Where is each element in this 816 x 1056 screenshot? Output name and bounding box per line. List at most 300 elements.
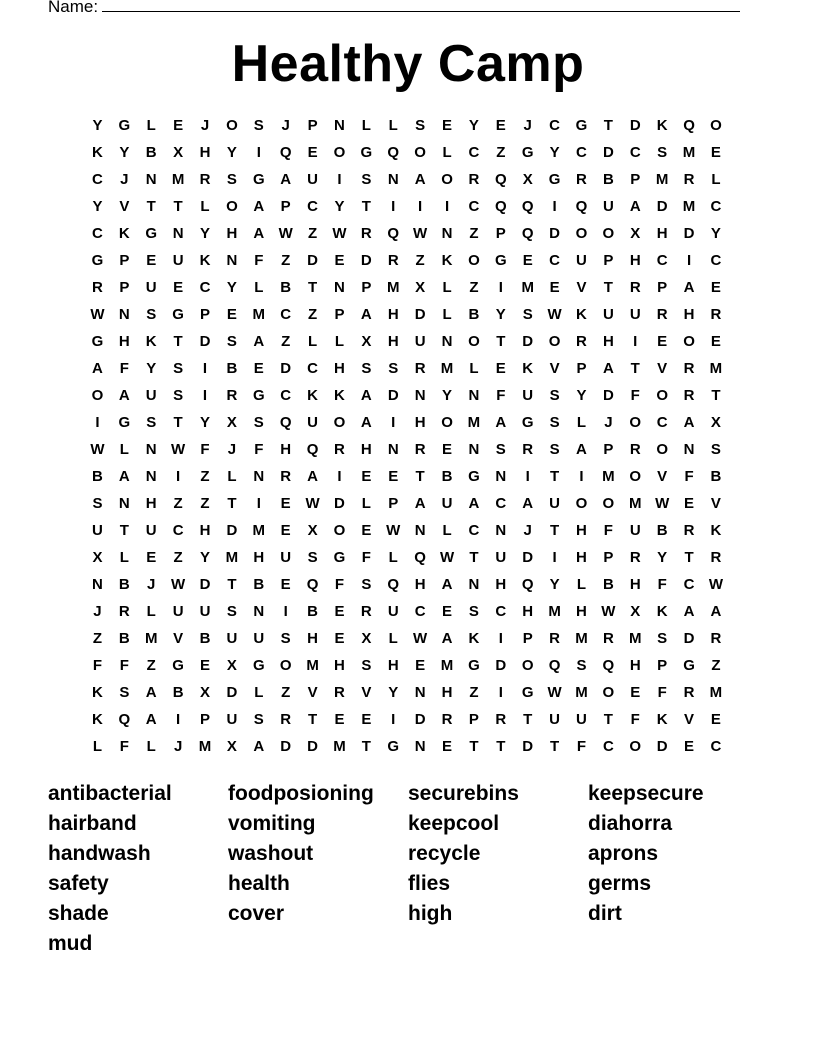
- letter-grid: [84, 112, 729, 760]
- grid-letter: A: [414, 495, 426, 512]
- grid-letter: F: [657, 576, 667, 593]
- grid-letter: D: [656, 738, 668, 755]
- grid-letter: D: [522, 738, 534, 755]
- grid-letter: C: [280, 387, 292, 404]
- grid-letter: G: [118, 117, 131, 134]
- grid-letter: R: [360, 603, 372, 620]
- grid-letter: C: [495, 603, 507, 620]
- grid-letter: C: [468, 198, 480, 215]
- grid-letter: V: [657, 360, 668, 377]
- grid-letter: S: [92, 495, 103, 512]
- grid-row: [84, 193, 729, 220]
- grid-letter: O: [333, 522, 346, 539]
- grid-letter: S: [361, 657, 372, 674]
- grid-letter: U: [172, 603, 184, 620]
- grid-letter: O: [226, 198, 238, 215]
- grid-letter: A: [360, 387, 372, 404]
- grid-letter: T: [361, 738, 371, 755]
- grid-letter: E: [684, 495, 695, 512]
- grid-letter: K: [334, 387, 345, 404]
- grid-letter: R: [683, 171, 695, 188]
- grid-letter: R: [360, 225, 372, 242]
- grid-letter: V: [173, 630, 184, 647]
- grid-letter: G: [521, 684, 534, 701]
- grid-row: [84, 733, 729, 760]
- grid-letter: M: [467, 414, 481, 431]
- grid-letter: G: [252, 171, 265, 188]
- grid-letter: J: [93, 603, 102, 620]
- grid-letter: V: [684, 711, 695, 728]
- grid-letter: M: [306, 657, 319, 674]
- grid-letter: Q: [683, 117, 695, 134]
- grid-letter: N: [118, 495, 130, 512]
- grid-letter: G: [118, 414, 131, 431]
- grid-letter: H: [145, 495, 157, 512]
- grid-letter: O: [414, 144, 426, 161]
- grid-row: [84, 247, 729, 274]
- grid-letter: C: [468, 522, 480, 539]
- grid-letter: U: [387, 603, 399, 620]
- grid-letter: R: [710, 306, 722, 323]
- grid-letter: R: [629, 279, 641, 296]
- grid-letter: T: [711, 387, 721, 404]
- grid-letter: G: [548, 171, 561, 188]
- grid-letter: A: [602, 360, 614, 377]
- grid-letter: E: [710, 279, 721, 296]
- grid-letter: G: [91, 333, 104, 350]
- grid-letter: W: [601, 603, 616, 620]
- grid-letter: A: [92, 360, 103, 377]
- grid-letter: E: [253, 360, 264, 377]
- grid-letter: F: [361, 549, 371, 566]
- grid-letter: O: [468, 333, 480, 350]
- grid-letter: Z: [307, 306, 318, 323]
- grid-letter: M: [171, 171, 185, 188]
- grid-letter: A: [253, 225, 265, 242]
- grid-letter: L: [119, 549, 129, 566]
- grid-letter: N: [414, 387, 426, 404]
- grid-letter: H: [629, 657, 641, 674]
- grid-letter: W: [413, 630, 428, 647]
- grid-letter: N: [468, 441, 480, 458]
- grid-letter: D: [602, 387, 614, 404]
- grid-letter: Q: [306, 441, 319, 458]
- grid-letter: N: [172, 225, 184, 242]
- grid-letter: T: [603, 117, 613, 134]
- grid-letter: T: [307, 279, 318, 296]
- grid-letter: J: [604, 414, 613, 431]
- grid-letter: E: [361, 468, 372, 485]
- grid-letter: B: [602, 171, 614, 188]
- grid-letter: A: [468, 495, 480, 512]
- grid-letter: N: [683, 441, 695, 458]
- grid-letter: A: [253, 738, 265, 755]
- grid-letter: R: [629, 549, 641, 566]
- grid-letter: N: [495, 522, 507, 539]
- name-field: [48, 0, 740, 17]
- grid-letter: I: [337, 171, 342, 188]
- grid-letter: M: [252, 522, 266, 539]
- grid-row: [84, 571, 729, 598]
- grid-letter: J: [281, 117, 290, 134]
- grid-letter: C: [576, 144, 587, 161]
- grid-letter: T: [173, 333, 183, 350]
- grid-letter: Y: [92, 117, 103, 134]
- grid-letter: R: [118, 603, 130, 620]
- grid-letter: U: [576, 252, 587, 269]
- grid-letter: R: [334, 441, 345, 458]
- grid-letter: E: [442, 603, 453, 620]
- grid-letter: H: [334, 657, 345, 674]
- grid-letter: T: [361, 198, 371, 215]
- grid-letter: T: [496, 738, 506, 755]
- grid-letter: M: [655, 171, 669, 188]
- grid-letter: P: [119, 252, 130, 269]
- word-bank-item: cover: [228, 902, 285, 925]
- grid-letter: D: [307, 738, 318, 755]
- grid-letter: W: [278, 225, 293, 242]
- grid-letter: N: [414, 738, 426, 755]
- grid-letter: H: [495, 576, 507, 593]
- grid-letter: U: [495, 549, 507, 566]
- grid-letter: I: [256, 495, 261, 512]
- grid-letter: F: [119, 360, 129, 377]
- grid-letter: M: [709, 684, 723, 701]
- grid-letter: I: [552, 198, 557, 215]
- grid-letter: P: [468, 711, 479, 728]
- grid-letter: S: [146, 414, 157, 431]
- grid-letter: C: [307, 198, 318, 215]
- grid-letter: Z: [92, 630, 103, 647]
- grid-letter: S: [226, 333, 237, 350]
- grid-letter: N: [226, 252, 238, 269]
- grid-letter: U: [92, 522, 103, 539]
- grid-letter: R: [549, 630, 560, 647]
- grid-letter: Y: [226, 279, 237, 296]
- grid-letter: D: [522, 549, 534, 566]
- grid-letter: E: [280, 495, 291, 512]
- grid-row: [84, 544, 729, 571]
- grid-letter: Y: [710, 225, 721, 242]
- grid-letter: Y: [657, 549, 668, 566]
- grid-letter: L: [146, 738, 156, 755]
- grid-letter: P: [522, 630, 533, 647]
- grid-letter: N: [145, 468, 157, 485]
- grid-letter: R: [92, 279, 103, 296]
- grid-letter: O: [629, 468, 642, 485]
- grid-letter: E: [710, 333, 721, 350]
- grid-letter: P: [388, 495, 399, 512]
- grid-letter: P: [603, 252, 614, 269]
- grid-letter: I: [633, 333, 638, 350]
- grid-letter: H: [576, 549, 587, 566]
- grid-letter: G: [91, 252, 104, 269]
- grid-letter: K: [145, 333, 157, 350]
- word-bank-item: diahorra: [588, 812, 673, 835]
- grid-letter: U: [549, 711, 560, 728]
- grid-letter: X: [630, 225, 641, 242]
- grid-letter: J: [523, 117, 532, 134]
- grid-letter: L: [442, 279, 452, 296]
- grid-letter: D: [387, 387, 399, 404]
- grid-letter: R: [387, 252, 399, 269]
- grid-letter: L: [442, 522, 452, 539]
- grid-letter: G: [494, 252, 507, 269]
- grid-letter: R: [683, 684, 695, 701]
- grid-letter: C: [549, 252, 560, 269]
- grid-letter: M: [386, 279, 400, 296]
- grid-letter: W: [708, 576, 724, 593]
- grid-letter: D: [280, 738, 292, 755]
- grid-letter: U: [145, 387, 157, 404]
- grid-letter: E: [334, 630, 345, 647]
- grid-letter: A: [145, 711, 157, 728]
- grid-letter: T: [630, 360, 640, 377]
- grid-letter: Q: [118, 711, 131, 728]
- grid-letter: N: [414, 684, 426, 701]
- grid-letter: E: [710, 711, 721, 728]
- grid-letter: O: [521, 657, 534, 674]
- grid-letter: H: [683, 306, 695, 323]
- grid-letter: F: [684, 468, 694, 485]
- word-bank-item: flies: [408, 872, 451, 895]
- grid-letter: L: [442, 144, 452, 161]
- grid-letter: T: [550, 738, 560, 755]
- word-bank-item: keepsecure: [588, 782, 704, 805]
- grid-letter: R: [280, 468, 292, 485]
- grid-letter: B: [199, 630, 211, 647]
- grid-letter: K: [92, 144, 103, 161]
- grid-letter: L: [361, 117, 371, 134]
- grid-letter: J: [200, 117, 210, 134]
- grid-letter: E: [710, 144, 721, 161]
- grid-letter: S: [280, 630, 291, 647]
- grid-letter: O: [333, 414, 346, 431]
- grid-letter: F: [119, 738, 129, 755]
- grid-letter: C: [92, 171, 103, 188]
- grid-letter: A: [118, 387, 130, 404]
- grid-letter: N: [414, 522, 426, 539]
- grid-letter: F: [92, 657, 103, 674]
- grid-letter: I: [283, 603, 288, 620]
- grid-letter: U: [414, 333, 426, 350]
- grid-letter: S: [253, 414, 264, 431]
- grid-letter: U: [280, 549, 292, 566]
- grid-letter: G: [333, 549, 346, 566]
- grid-letter: U: [602, 306, 614, 323]
- grid-letter: E: [495, 360, 506, 377]
- grid-letter: H: [253, 549, 265, 566]
- grid-letter: U: [576, 711, 587, 728]
- grid-letter: Q: [575, 198, 588, 215]
- grid-letter: T: [227, 495, 237, 512]
- grid-letter: H: [334, 360, 345, 377]
- grid-letter: E: [146, 549, 157, 566]
- grid-letter: Q: [548, 657, 561, 674]
- grid-letter: G: [145, 225, 158, 242]
- grid-row: [84, 652, 729, 679]
- grid-letter: R: [576, 333, 587, 350]
- grid-letter: E: [280, 522, 291, 539]
- grid-letter: X: [415, 279, 426, 296]
- grid-letter: H: [387, 657, 399, 674]
- grid-letter: E: [173, 279, 184, 296]
- grid-letter: E: [280, 576, 291, 593]
- word-bank-item: health: [228, 872, 290, 895]
- grid-letter: O: [468, 252, 480, 269]
- grid-letter: Q: [494, 198, 507, 215]
- grid-letter: B: [145, 144, 157, 161]
- grid-letter: A: [145, 684, 157, 701]
- grid-letter: X: [226, 738, 237, 755]
- grid-letter: N: [495, 468, 507, 485]
- grid-letter: A: [441, 630, 453, 647]
- word-bank-item: handwash: [48, 842, 151, 865]
- grid-letter: B: [602, 576, 614, 593]
- grid-letter: R: [656, 306, 668, 323]
- grid-row: [84, 598, 729, 625]
- grid-letter: H: [118, 333, 130, 350]
- grid-letter: F: [254, 252, 264, 269]
- grid-letter: D: [414, 711, 426, 728]
- grid-letter: Y: [549, 576, 560, 593]
- grid-letter: S: [657, 630, 668, 647]
- grid-letter: L: [388, 117, 398, 134]
- grid-letter: A: [360, 306, 372, 323]
- grid-letter: H: [522, 603, 534, 620]
- grid-letter: O: [279, 657, 292, 674]
- grid-letter: P: [307, 117, 318, 134]
- grid-letter: C: [710, 738, 722, 755]
- grid-letter: N: [387, 441, 399, 458]
- grid-letter: U: [629, 306, 641, 323]
- word-bank-item: keepcool: [408, 812, 500, 835]
- grid-letter: H: [576, 522, 587, 539]
- grid-letter: B: [92, 468, 103, 485]
- grid-letter: A: [253, 198, 265, 215]
- grid-letter: M: [198, 738, 212, 755]
- grid-letter: X: [630, 603, 641, 620]
- grid-letter: M: [548, 603, 561, 620]
- grid-letter: R: [414, 360, 426, 377]
- grid-letter: T: [146, 198, 156, 215]
- grid-letter: I: [176, 468, 181, 485]
- grid-letter: P: [200, 306, 211, 323]
- grid-letter: Q: [414, 549, 426, 566]
- word-bank-item: germs: [588, 872, 652, 895]
- grid-letter: Y: [468, 117, 479, 134]
- grid-letter: T: [415, 468, 425, 485]
- grid-letter: S: [253, 711, 264, 728]
- grid-letter: H: [199, 144, 211, 161]
- grid-letter: L: [146, 117, 156, 134]
- grid-letter: P: [200, 711, 211, 728]
- word-bank-item: washout: [228, 842, 314, 865]
- grid-letter: E: [684, 738, 695, 755]
- grid-letter: N: [468, 387, 480, 404]
- grid-letter: O: [575, 495, 588, 512]
- grid-letter: H: [199, 522, 211, 539]
- grid-letter: N: [441, 225, 453, 242]
- grid-letter: N: [145, 441, 157, 458]
- grid-letter: X: [361, 630, 372, 647]
- grid-letter: A: [414, 171, 426, 188]
- grid-letter: A: [441, 576, 453, 593]
- grid-letter: A: [683, 603, 695, 620]
- grid-letter: C: [307, 360, 318, 377]
- grid-letter: D: [199, 576, 211, 593]
- grid-letter: T: [603, 279, 613, 296]
- grid-letter: G: [360, 144, 373, 161]
- grid-letter: S: [361, 360, 372, 377]
- grid-letter: S: [657, 144, 668, 161]
- grid-letter: J: [120, 171, 129, 188]
- grid-letter: U: [226, 630, 238, 647]
- grid-letter: I: [391, 198, 396, 215]
- grid-letter: I: [686, 252, 692, 269]
- grid-letter: J: [147, 576, 156, 593]
- grid-letter: O: [333, 144, 346, 161]
- grid-letter: U: [549, 495, 560, 512]
- grid-letter: H: [576, 603, 587, 620]
- grid-letter: T: [496, 333, 506, 350]
- grid-letter: D: [226, 684, 238, 701]
- grid-letter: E: [334, 711, 345, 728]
- grid-letter: I: [444, 198, 450, 215]
- grid-letter: X: [92, 549, 103, 566]
- page-title: Healthy Camp: [231, 35, 585, 93]
- grid-letter: U: [145, 279, 157, 296]
- grid-letter: A: [307, 468, 318, 485]
- grid-letter: A: [118, 468, 130, 485]
- grid-letter: R: [602, 630, 614, 647]
- grid-letter: R: [576, 171, 587, 188]
- grid-letter: N: [253, 603, 265, 620]
- grid-letter: H: [280, 441, 292, 458]
- grid-row: [84, 409, 729, 436]
- grid-letter: O: [441, 171, 453, 188]
- grid-letter: H: [629, 576, 641, 593]
- grid-letter: W: [386, 522, 401, 539]
- grid-letter: A: [522, 495, 534, 512]
- grid-letter: B: [253, 576, 265, 593]
- grid-letter: I: [256, 144, 261, 161]
- grid-letter: Y: [495, 306, 506, 323]
- grid-letter: I: [498, 630, 503, 647]
- grid-letter: F: [119, 657, 129, 674]
- grid-letter: Q: [521, 225, 534, 242]
- grid-letter: Q: [387, 576, 400, 593]
- grid-letter: F: [496, 387, 506, 404]
- grid-letter: W: [171, 576, 186, 593]
- grid-letter: L: [334, 333, 345, 350]
- grid-letter: W: [439, 549, 455, 566]
- grid-letter: K: [656, 117, 668, 134]
- grid-letter: U: [253, 630, 265, 647]
- grid-letter: E: [334, 252, 345, 269]
- grid-letter: O: [656, 387, 668, 404]
- grid-letter: P: [603, 549, 614, 566]
- word-bank-item: mud: [48, 932, 93, 955]
- grid-letter: I: [498, 279, 503, 296]
- grid-letter: T: [227, 576, 237, 593]
- grid-letter: P: [657, 279, 668, 296]
- grid-letter: B: [118, 630, 130, 647]
- grid-letter: T: [307, 711, 318, 728]
- grid-letter: X: [226, 414, 237, 431]
- grid-letter: K: [92, 711, 103, 728]
- grid-letter: L: [576, 414, 587, 431]
